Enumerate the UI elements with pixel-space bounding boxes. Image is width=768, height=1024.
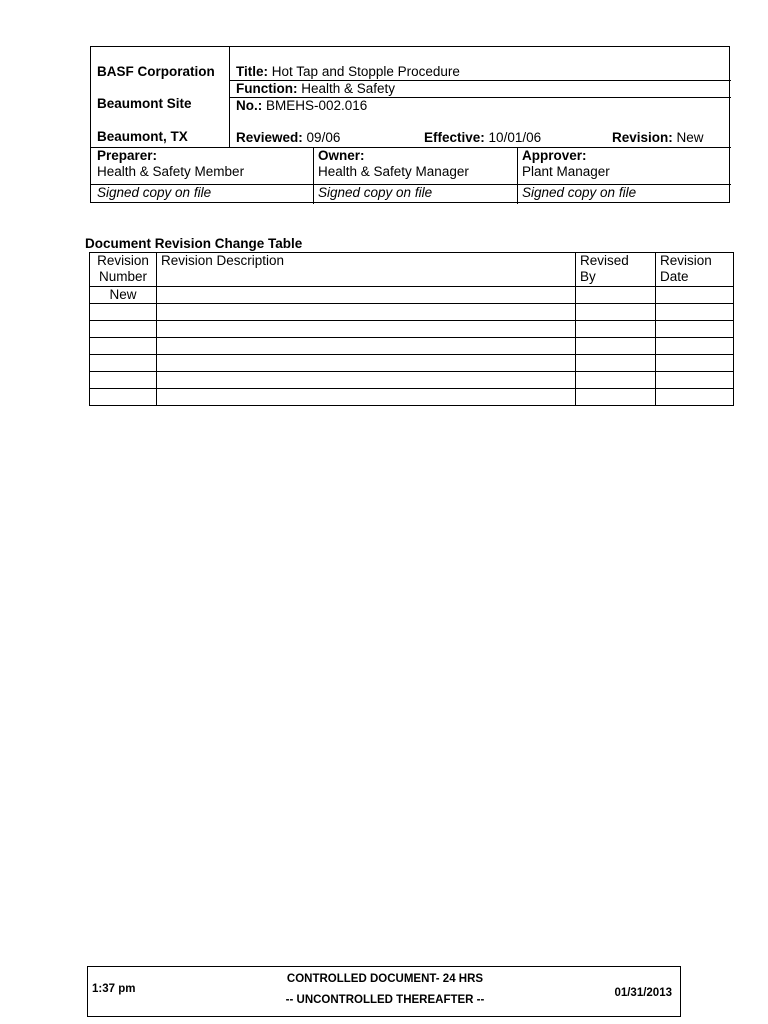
- title-value: Hot Tap and Stopple Procedure: [271, 64, 460, 79]
- number-label: No.:: [236, 98, 263, 113]
- cell-description: [157, 355, 576, 372]
- site-name: Beaumont Site: [97, 96, 192, 111]
- cell-date: [656, 355, 734, 372]
- revision-table: [89, 252, 734, 406]
- cell-revised-by: [576, 372, 656, 389]
- cell-description: [157, 372, 576, 389]
- table-row: [90, 304, 734, 321]
- cell-number: [90, 304, 157, 321]
- cell-description: [157, 321, 576, 338]
- footer-controlled-notice: CONTROLLED DOCUMENT- 24 HRS: [286, 973, 484, 985]
- cell-number: [90, 338, 157, 355]
- table-row: [90, 338, 734, 355]
- footer-date: 01/31/2013: [614, 987, 672, 999]
- owner-label: Owner:: [318, 148, 365, 163]
- divider: [313, 147, 314, 204]
- table-header-row: [90, 253, 734, 287]
- table-row: [90, 372, 734, 389]
- table-row: [90, 321, 734, 338]
- cell-revised-by: [576, 355, 656, 372]
- reviewed-label: Reviewed:: [236, 130, 303, 145]
- cell-revised-by: [576, 321, 656, 338]
- cell-description: [157, 304, 576, 321]
- cell-date: [656, 287, 734, 304]
- table-row: [90, 355, 734, 372]
- divider: [91, 147, 731, 148]
- cell-description: [157, 338, 576, 355]
- function-field: [236, 81, 395, 96]
- cell-description: [157, 389, 576, 406]
- revision-label: Revision:: [612, 130, 673, 145]
- cell-number: [90, 321, 157, 338]
- column-header-revision-date: Revision Date: [656, 253, 734, 287]
- effective-value: 10/01/06: [488, 130, 542, 145]
- footer-time: 1:37 pm: [92, 983, 136, 995]
- table-row: [90, 287, 734, 304]
- column-header-number: Revision Number: [90, 253, 157, 287]
- effective-label: Effective:: [424, 130, 485, 145]
- effective-field: [424, 130, 541, 145]
- column-header-revised-by: Revised By: [576, 253, 656, 287]
- preparer-label: Preparer:: [97, 148, 158, 163]
- title-label: Title:: [236, 64, 269, 79]
- cell-revised-by: [576, 389, 656, 406]
- number-value: BMEHS-002.016: [266, 98, 368, 113]
- document-header: [90, 46, 730, 203]
- preparer-signature: Signed copy on file: [97, 185, 212, 200]
- approver-value: Plant Manager: [522, 164, 610, 179]
- cell-date: [656, 372, 734, 389]
- column-header-description: Revision Description: [157, 253, 576, 287]
- title-field: [236, 64, 460, 79]
- function-label: Function:: [236, 81, 298, 96]
- cell-number: [90, 372, 157, 389]
- number-field: [236, 98, 367, 113]
- function-value: Health & Safety: [301, 81, 396, 96]
- cell-number: New: [90, 287, 157, 304]
- revision-table-title: Document Revision Change Table: [85, 236, 303, 251]
- owner-signature: Signed copy on file: [318, 185, 433, 200]
- page-footer: [87, 966, 681, 1017]
- preparer-value: Health & Safety Member: [97, 164, 245, 179]
- cell-date: [656, 389, 734, 406]
- reviewed-field: [236, 130, 340, 145]
- cell-revised-by: [576, 338, 656, 355]
- table-row: [90, 389, 734, 406]
- cell-revised-by: [576, 287, 656, 304]
- cell-date: [656, 304, 734, 321]
- revision-field: [612, 130, 704, 145]
- site-location: Beaumont, TX: [97, 129, 188, 144]
- revision-value: New: [676, 130, 704, 145]
- cell-description: [157, 287, 576, 304]
- cell-number: [90, 389, 157, 406]
- approver-signature: Signed copy on file: [522, 185, 637, 200]
- owner-value: Health & Safety Manager: [318, 164, 469, 179]
- company-name: BASF Corporation: [97, 64, 215, 79]
- cell-date: [656, 338, 734, 355]
- approver-label: Approver:: [522, 148, 587, 163]
- footer-uncontrolled-notice: -- UNCONTROLLED THEREAFTER --: [285, 994, 485, 1006]
- divider: [517, 147, 518, 204]
- reviewed-value: 09/06: [306, 130, 341, 145]
- cell-revised-by: [576, 304, 656, 321]
- cell-number: [90, 355, 157, 372]
- cell-date: [656, 321, 734, 338]
